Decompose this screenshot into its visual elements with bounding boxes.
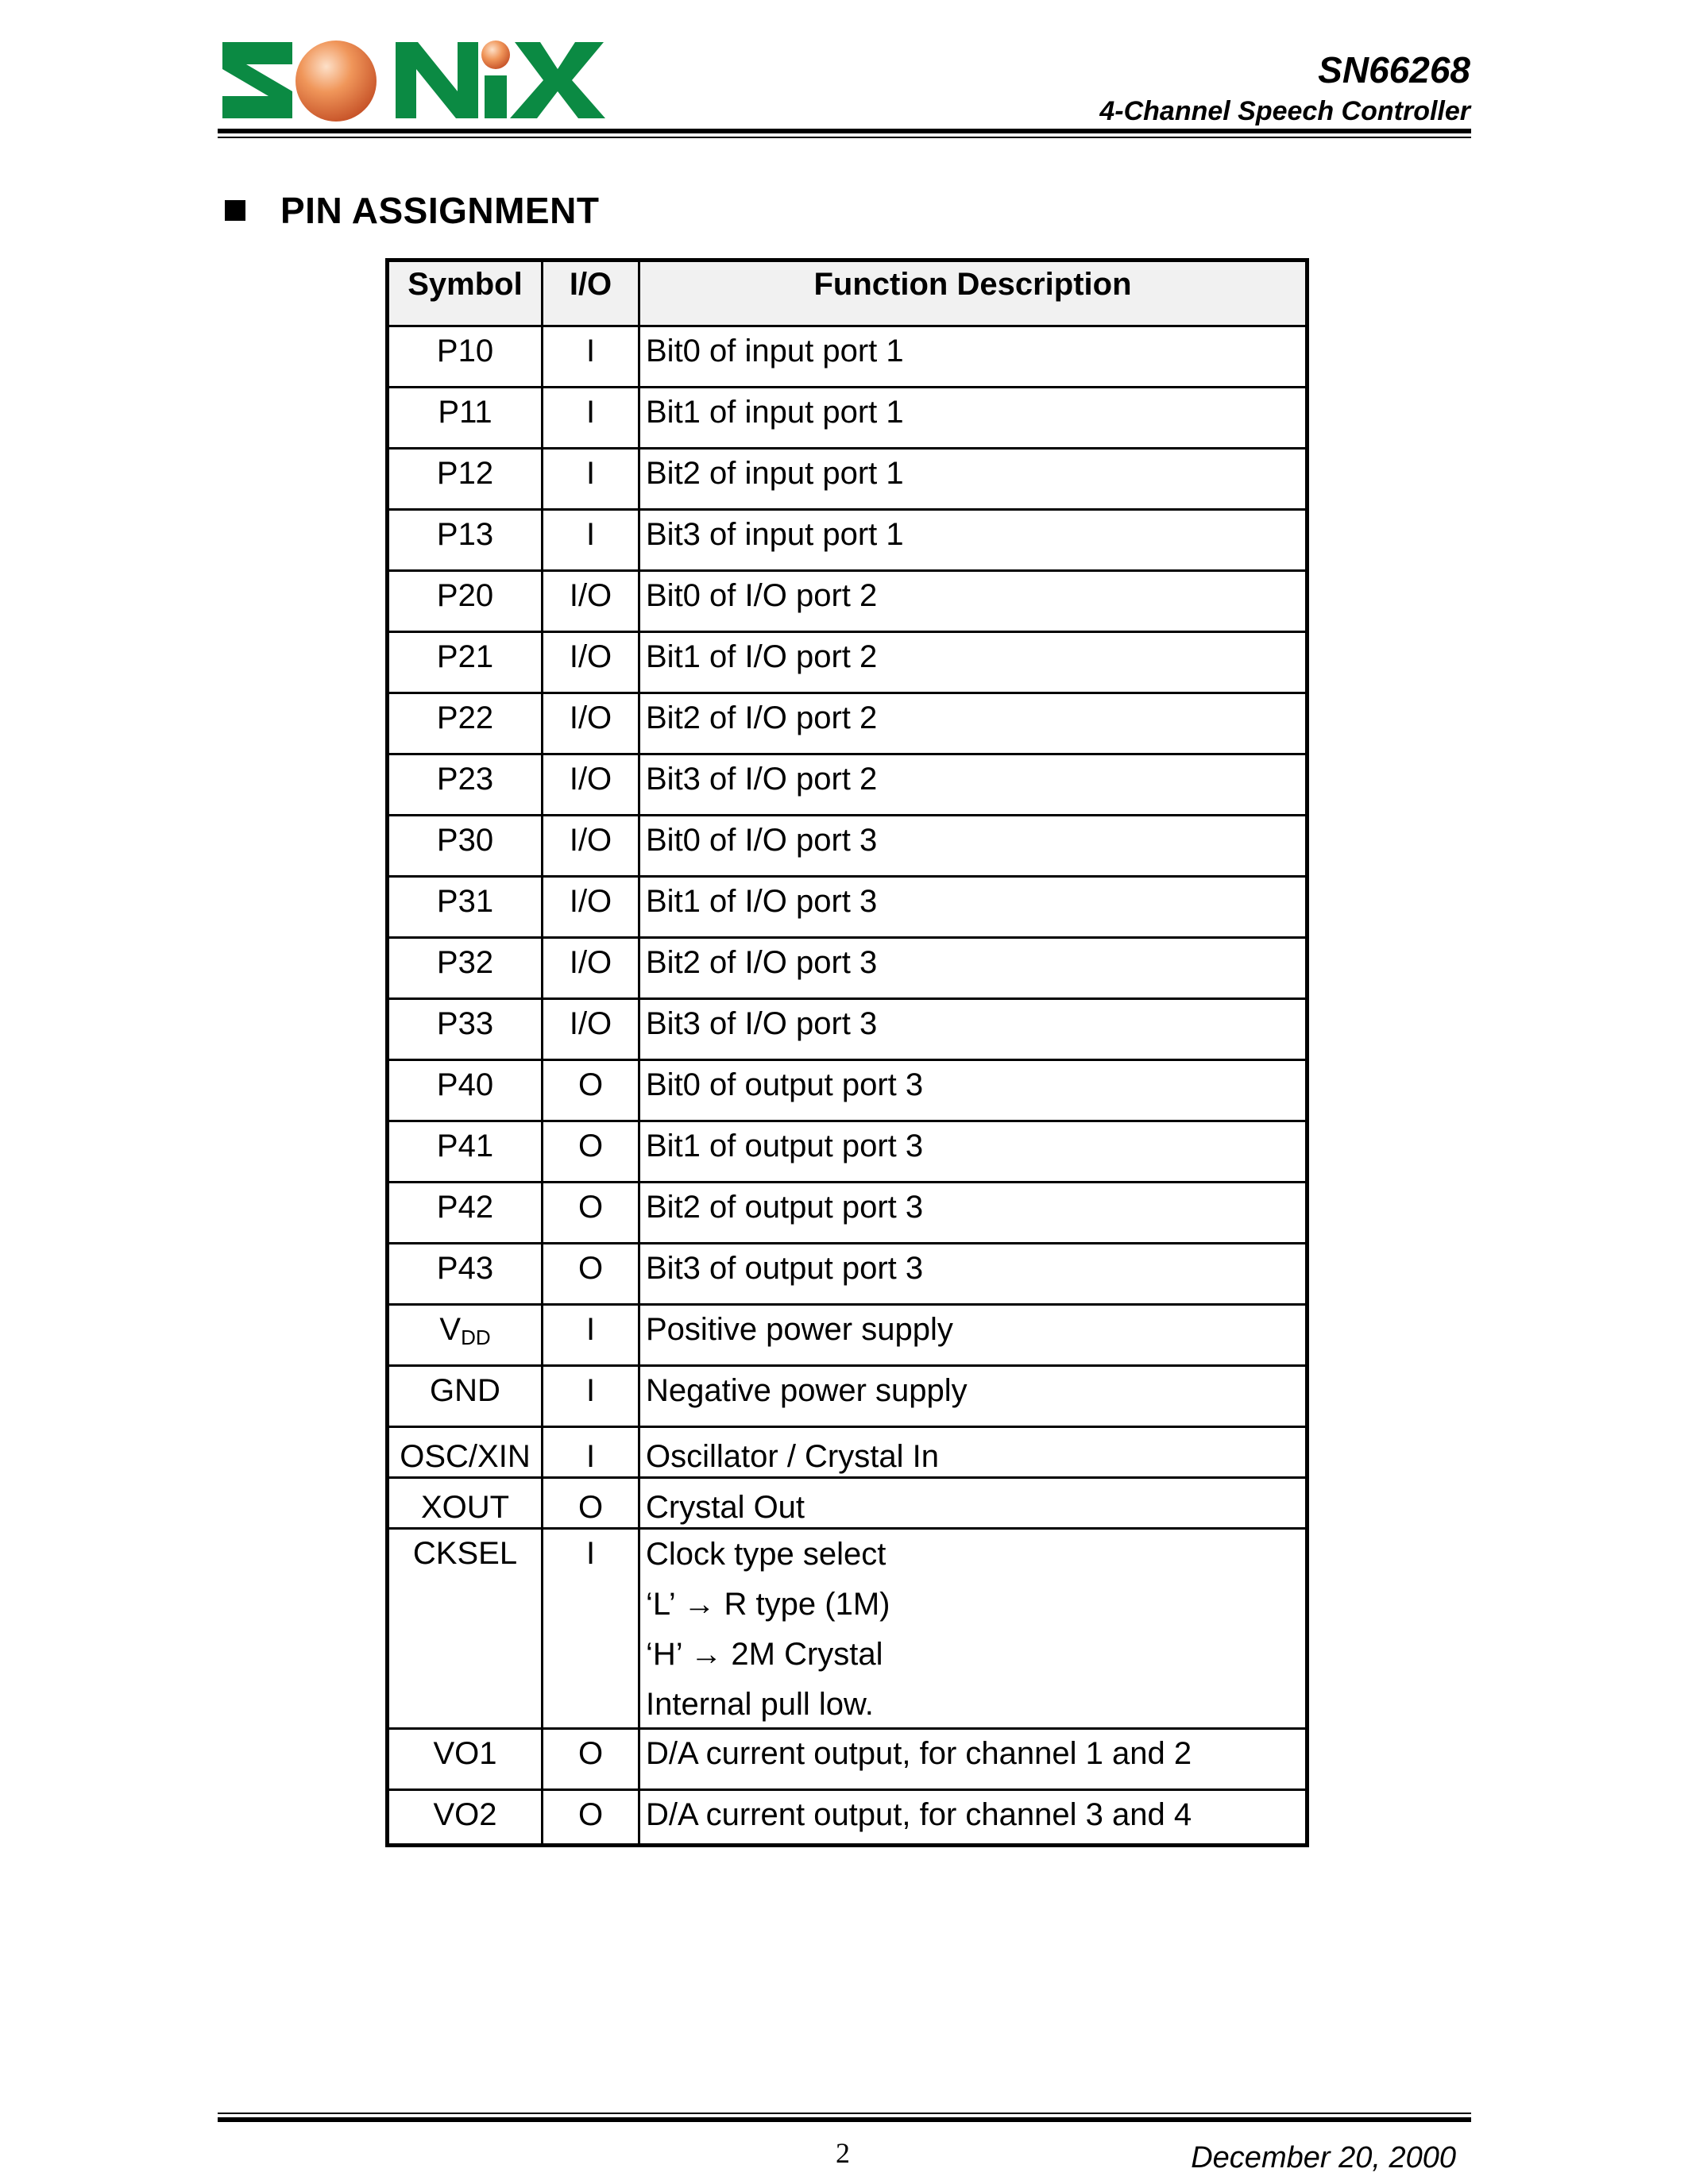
header-rule-thick: [218, 129, 1471, 133]
footer-rule-thin: [218, 2113, 1471, 2114]
symbol-cell: [389, 1730, 543, 1788]
io-cell: I: [543, 1306, 640, 1364]
io-cell: I: [543, 511, 640, 569]
description-cell: Bit2 of I/O port 2: [646, 700, 878, 735]
symbol-cell: [389, 1530, 543, 1727]
table-row: [389, 694, 1305, 755]
table-row: [389, 939, 1305, 1000]
part-number: SN66268: [1318, 49, 1470, 91]
symbol-cell: [389, 1428, 543, 1476]
table-row: [389, 633, 1305, 694]
description-cell: Bit0 of output port 3: [646, 1067, 924, 1102]
table-row: [389, 1061, 1305, 1122]
io-cell: O: [543, 1244, 640, 1303]
description-cell: Bit3 of output port 3: [646, 1251, 924, 1286]
table-row: [389, 1791, 1305, 1843]
symbol-text: P20: [436, 578, 494, 613]
symbol-cell: [389, 1000, 543, 1059]
footer-rule-thick: [218, 2117, 1471, 2122]
symbol-text: P43: [436, 1251, 494, 1286]
description-cell: Bit0 of input port 1: [646, 334, 904, 369]
io-cell: I: [543, 327, 640, 386]
table-row: [389, 1428, 1305, 1479]
symbol-subscript: DD: [461, 1325, 491, 1349]
document-date: December 20, 2000: [1191, 2141, 1456, 2174]
symbol-cell: [389, 572, 543, 631]
description-cell: Bit2 of I/O port 3: [646, 945, 878, 980]
symbol-cell: [389, 327, 543, 386]
symbol-text: P30: [436, 823, 494, 858]
symbol-cell: [389, 1061, 543, 1120]
io-cell: I/O: [543, 694, 640, 753]
io-cell: O: [543, 1061, 640, 1120]
symbol-text: P11: [438, 395, 492, 430]
header-rule-thin: [218, 137, 1471, 138]
io-cell: I/O: [543, 572, 640, 631]
io-cell: O: [543, 1730, 640, 1788]
table-row: [389, 1367, 1305, 1428]
io-cell: I/O: [543, 816, 640, 875]
description-line: Internal pull low.: [646, 1687, 874, 1722]
symbol-text: GND: [430, 1373, 500, 1408]
symbol-text: OSC/XIN: [400, 1439, 531, 1474]
description-cell: Bit1 of input port 1: [646, 395, 904, 430]
symbol-cell: [389, 1479, 543, 1527]
column-header-io: I/O: [543, 262, 640, 325]
symbol-text: P41: [436, 1129, 494, 1163]
io-cell: I: [543, 1530, 640, 1727]
description-cell: Bit1 of I/O port 3: [646, 884, 878, 919]
pin-assignment-table: [385, 258, 1309, 1847]
symbol-text: P40: [436, 1067, 494, 1102]
description-cell: D/A current output, for channel 1 and 2: [646, 1736, 1192, 1771]
symbol-cell: [389, 1122, 543, 1181]
description-cell: Bit3 of I/O port 3: [646, 1006, 878, 1041]
symbol-text: P13: [436, 517, 494, 552]
table-row: [389, 816, 1305, 878]
document-subtitle: 4-Channel Speech Controller: [1099, 96, 1470, 126]
symbol-cell: [389, 450, 543, 508]
square-bullet-icon: [225, 200, 245, 221]
symbol-cell: [389, 1791, 543, 1843]
symbol-cell: [389, 816, 543, 875]
symbol-text: VO2: [433, 1797, 497, 1832]
description-cell: Crystal Out: [646, 1490, 805, 1525]
symbol-text: CKSEL: [412, 1536, 518, 1571]
symbol-cell: [389, 1367, 543, 1426]
description-cell: Bit3 of I/O port 2: [646, 762, 878, 797]
description-cell: Positive power supply: [646, 1312, 953, 1347]
symbol-cell: [389, 878, 543, 936]
symbol-text: P10: [436, 334, 494, 369]
io-cell: I/O: [543, 878, 640, 936]
symbol-cell: [389, 755, 543, 814]
table-row: [389, 388, 1305, 450]
symbol-cell: [389, 511, 543, 569]
symbol-text: P33: [436, 1006, 494, 1041]
symbol-cell: [389, 1244, 543, 1303]
symbol-text: V: [439, 1312, 462, 1347]
description-cell: Oscillator / Crystal In: [646, 1439, 939, 1474]
table-row: [389, 1306, 1305, 1367]
table-row: [389, 755, 1305, 816]
io-cell: O: [543, 1183, 640, 1242]
symbol-text: P31: [436, 884, 494, 919]
sonix-logo: [219, 36, 608, 125]
table-row: [389, 450, 1305, 511]
sonix-logo-graphic: [219, 36, 608, 125]
table-row: [389, 1479, 1305, 1530]
description-line: ‘L’ → R type (1M): [646, 1587, 890, 1622]
description-cell: Bit2 of input port 1: [646, 456, 904, 491]
symbol-text: P23: [436, 762, 494, 797]
io-cell: O: [543, 1479, 640, 1527]
table-row: [389, 1730, 1305, 1791]
io-cell: I: [543, 1367, 640, 1426]
description-cell: Bit0 of I/O port 3: [646, 823, 878, 858]
table-row: [389, 1530, 1305, 1730]
io-cell: I/O: [543, 755, 640, 814]
symbol-text: P12: [436, 456, 494, 491]
symbol-text: P42: [436, 1190, 494, 1225]
table-row: [389, 511, 1305, 572]
description-cell: D/A current output, for channel 3 and 4: [646, 1797, 1192, 1832]
symbol-text: P21: [436, 639, 494, 674]
description-line: Clock type select: [646, 1537, 886, 1572]
symbol-text: VO1: [433, 1736, 497, 1771]
description-line: ‘H’ → 2M Crystal: [646, 1637, 883, 1672]
table-row: [389, 327, 1305, 388]
io-cell: I: [543, 388, 640, 447]
symbol-cell: [389, 1183, 543, 1242]
page-number: 2: [836, 2137, 850, 2169]
table-row: [389, 1000, 1305, 1061]
io-cell: O: [543, 1791, 640, 1843]
table-row: [389, 572, 1305, 633]
io-cell: I: [543, 1428, 640, 1476]
symbol-cell: [389, 388, 543, 447]
section-title: PIN ASSIGNMENT: [280, 190, 600, 231]
symbol-text: XOUT: [420, 1490, 510, 1525]
table-row: [389, 1244, 1305, 1306]
symbol-text: P22: [436, 700, 494, 735]
io-cell: I/O: [543, 1000, 640, 1059]
table-row: [389, 1183, 1305, 1244]
io-cell: O: [543, 1122, 640, 1181]
io-cell: I/O: [543, 939, 640, 997]
symbol-cell: [389, 939, 543, 997]
io-cell: I: [543, 450, 640, 508]
table-header-row: [389, 262, 1305, 327]
document-title: [1099, 48, 1470, 129]
symbol-cell: [389, 694, 543, 753]
io-cell: I/O: [543, 633, 640, 692]
symbol-text: P32: [436, 945, 494, 980]
symbol-cell: [389, 1306, 543, 1364]
column-header-description: Function Description: [813, 267, 1132, 302]
column-header-symbol: Symbol: [389, 262, 543, 325]
description-cell: Negative power supply: [646, 1373, 968, 1408]
description-cell: Bit1 of I/O port 2: [646, 639, 878, 674]
description-cell: Bit2 of output port 3: [646, 1190, 924, 1225]
table-row: [389, 878, 1305, 939]
symbol-cell: [389, 633, 543, 692]
description-cell: Bit0 of I/O port 2: [646, 578, 878, 613]
description-cell: Bit3 of input port 1: [646, 517, 904, 552]
section-heading: [225, 189, 599, 232]
table-row: [389, 1122, 1305, 1183]
description-cell: Bit1 of output port 3: [646, 1129, 924, 1163]
description-cell: [640, 1530, 1305, 1727]
